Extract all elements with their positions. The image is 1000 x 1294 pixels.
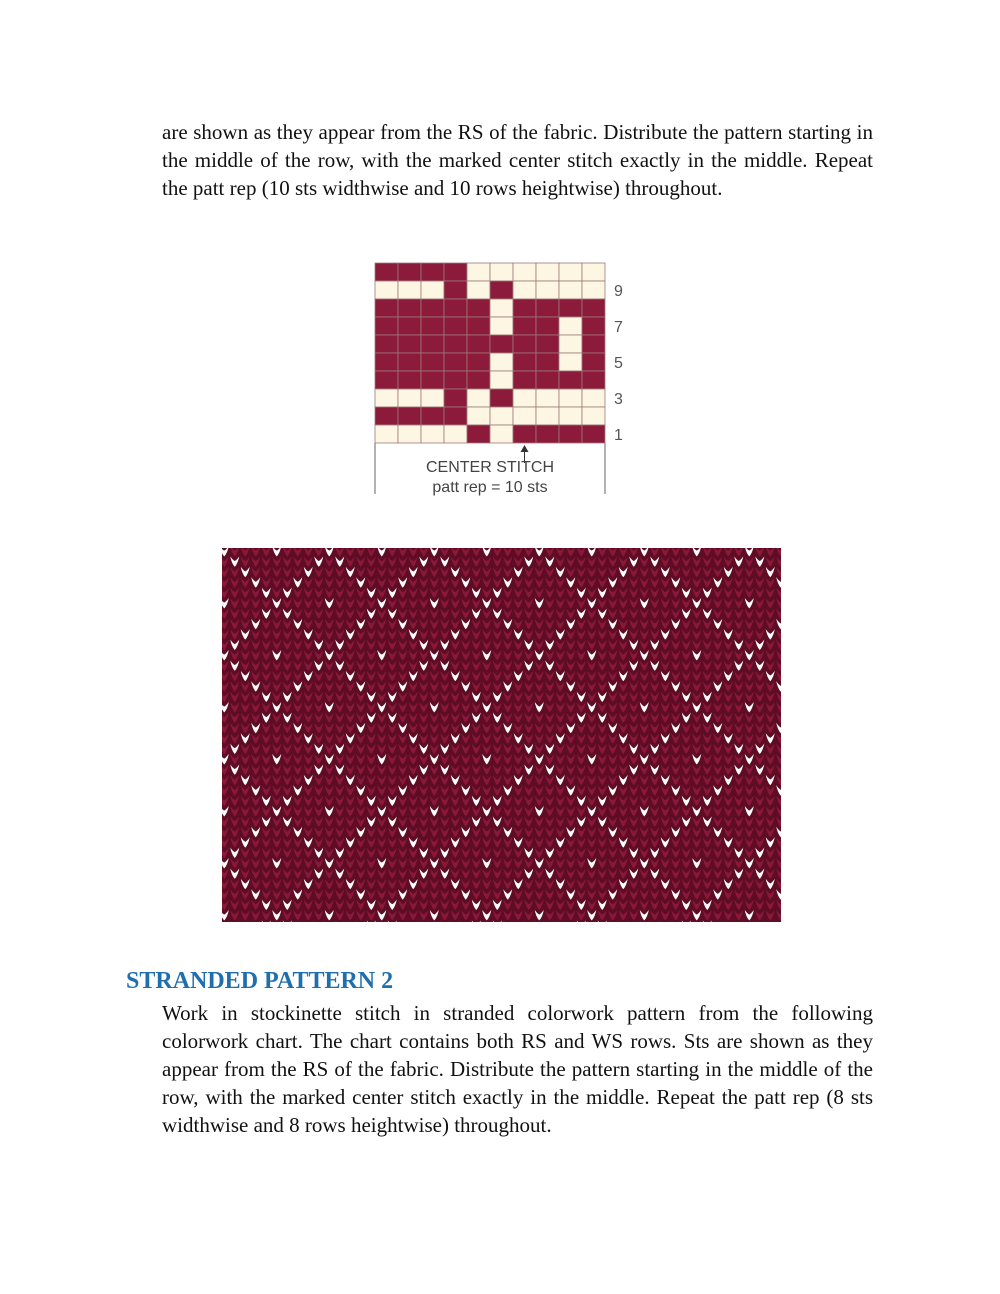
chart-cell bbox=[536, 263, 559, 281]
chart-cell bbox=[421, 371, 444, 389]
chart-cell bbox=[559, 389, 582, 407]
chart-cell bbox=[536, 353, 559, 371]
chart-cell bbox=[444, 353, 467, 371]
chart-cell bbox=[421, 407, 444, 425]
chart-cell bbox=[467, 353, 490, 371]
chart-cell bbox=[582, 317, 605, 335]
chart-cell bbox=[421, 389, 444, 407]
knitted-swatch-image bbox=[222, 548, 781, 922]
chart-cell bbox=[513, 371, 536, 389]
chart-cell bbox=[375, 389, 398, 407]
chart-cell bbox=[559, 317, 582, 335]
chart-cell bbox=[490, 299, 513, 317]
chart-cell bbox=[398, 407, 421, 425]
chart-cell bbox=[513, 317, 536, 335]
chart-cell bbox=[444, 389, 467, 407]
chart-cell bbox=[513, 353, 536, 371]
center-stitch-arrow-head bbox=[521, 445, 529, 452]
chart-cell bbox=[513, 425, 536, 443]
chart-cell bbox=[490, 389, 513, 407]
chart-cell bbox=[513, 335, 536, 353]
chart-cell bbox=[513, 299, 536, 317]
chart-cell bbox=[559, 353, 582, 371]
chart-cell bbox=[444, 407, 467, 425]
chart-cell bbox=[421, 299, 444, 317]
chart-cell bbox=[398, 299, 421, 317]
chart-cell bbox=[536, 389, 559, 407]
row-number: 3 bbox=[614, 391, 623, 408]
chart-cell bbox=[536, 407, 559, 425]
chart-cell bbox=[421, 335, 444, 353]
row-number: 7 bbox=[614, 319, 623, 336]
chart-cell bbox=[513, 389, 536, 407]
chart-cell bbox=[490, 281, 513, 299]
chart-cell bbox=[582, 425, 605, 443]
chart-cell bbox=[467, 299, 490, 317]
chart-cell bbox=[444, 335, 467, 353]
chart-cell bbox=[421, 263, 444, 281]
chart-cell bbox=[375, 263, 398, 281]
chart-cell bbox=[375, 407, 398, 425]
chart-cell bbox=[467, 281, 490, 299]
chart-cell bbox=[536, 425, 559, 443]
chart-caption bbox=[376, 458, 604, 498]
chart-cell bbox=[375, 299, 398, 317]
instruction-paragraph-2: Work in stockinette stitch in stranded colorwork pattern from the following colorwork chart. The chart contains both RS and WS rows. Sts are shown as they appear from the RS of the fabric. Distribute the pattern starting in the middle of the row, with the marked center stitch exactly in the middle. Repeat the patt rep (8 sts widthwise and 8 rows heightwise) throughout. bbox=[162, 1001, 873, 1137]
chart-cell bbox=[559, 371, 582, 389]
chart-cell bbox=[444, 317, 467, 335]
chart-cell bbox=[559, 425, 582, 443]
instruction-paragraph-1: are shown as they appear from the RS of the fabric. Distribute the pattern starting in the middle of the row, with the marked center stitch exactly in the middle. Repeat the patt rep (10 sts widthwise and 10 rows heightwise) throughout. bbox=[162, 120, 873, 200]
chart-cell bbox=[559, 281, 582, 299]
chart-cell bbox=[467, 371, 490, 389]
chart-cell bbox=[536, 335, 559, 353]
chart-cell bbox=[490, 407, 513, 425]
center-stitch-label: CENTER STITCH bbox=[426, 459, 554, 476]
section-heading: STRANDED PATTERN 2 bbox=[126, 968, 394, 994]
chart-cell bbox=[490, 263, 513, 281]
chart-cell bbox=[398, 335, 421, 353]
chart-cell bbox=[513, 407, 536, 425]
chart-cell bbox=[582, 371, 605, 389]
chart-cell bbox=[398, 281, 421, 299]
chart-cell bbox=[398, 425, 421, 443]
chart-cell bbox=[398, 317, 421, 335]
chart-cell bbox=[421, 353, 444, 371]
chart-cell bbox=[490, 371, 513, 389]
chart-cell bbox=[444, 263, 467, 281]
chart-cell bbox=[421, 281, 444, 299]
chart-cell bbox=[467, 407, 490, 425]
row-number: 5 bbox=[614, 355, 623, 372]
chart-cell bbox=[375, 353, 398, 371]
chart-cell bbox=[444, 371, 467, 389]
chart-cell bbox=[582, 335, 605, 353]
chart-cell bbox=[375, 425, 398, 443]
chart-cell bbox=[467, 425, 490, 443]
chart-cell bbox=[536, 371, 559, 389]
chart-cell bbox=[513, 281, 536, 299]
chart-cell bbox=[421, 317, 444, 335]
chart-cell bbox=[513, 263, 536, 281]
chart-cell bbox=[536, 317, 559, 335]
chart-cell bbox=[536, 299, 559, 317]
chart-cell bbox=[582, 353, 605, 371]
chart-cell bbox=[398, 371, 421, 389]
chart-cell bbox=[398, 263, 421, 281]
chart-cell bbox=[559, 335, 582, 353]
chart-cell bbox=[375, 335, 398, 353]
chart-cell bbox=[490, 317, 513, 335]
chart-cell bbox=[559, 407, 582, 425]
row-number: 9 bbox=[614, 283, 623, 300]
pattern-repeat-label: patt rep = 10 sts bbox=[432, 479, 548, 496]
chart-cell bbox=[467, 335, 490, 353]
chart-cell bbox=[582, 281, 605, 299]
row-number: 1 bbox=[614, 427, 623, 444]
chart-cell bbox=[467, 389, 490, 407]
chart-cell bbox=[375, 317, 398, 335]
chart-cell bbox=[375, 281, 398, 299]
chart-cell bbox=[490, 425, 513, 443]
chart-cell bbox=[559, 263, 582, 281]
chart-cell bbox=[444, 299, 467, 317]
chart-cell bbox=[559, 299, 582, 317]
chart-cell bbox=[444, 281, 467, 299]
chart-cell bbox=[582, 263, 605, 281]
chart-cell bbox=[582, 389, 605, 407]
chart-cell bbox=[490, 335, 513, 353]
chart-cell bbox=[444, 425, 467, 443]
chart-cell bbox=[398, 353, 421, 371]
chart-cell bbox=[490, 353, 513, 371]
chart-cell bbox=[582, 299, 605, 317]
chart-cell bbox=[536, 281, 559, 299]
chart-cell bbox=[398, 389, 421, 407]
chart-cell bbox=[421, 425, 444, 443]
chart-cell bbox=[375, 371, 398, 389]
chart-cell bbox=[582, 407, 605, 425]
chart-cell bbox=[467, 263, 490, 281]
chart-cell bbox=[467, 317, 490, 335]
